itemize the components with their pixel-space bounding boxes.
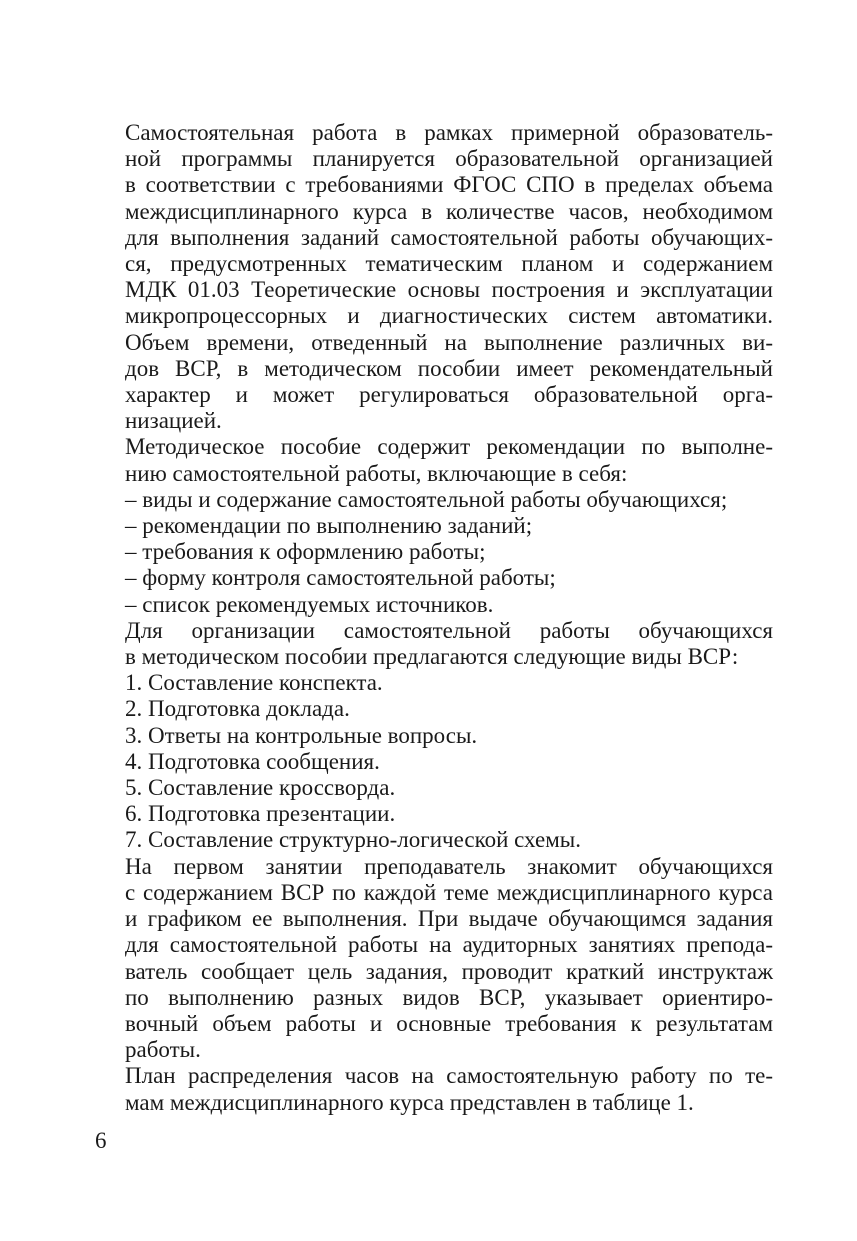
text-line: по выполнению разных видов ВСР, указывает ориентиро-: [125, 984, 773, 1010]
text-line: в методическом пособии предлагаются следующие виды ВСР:: [125, 644, 739, 670]
text-line: На первом занятии преподаватель знакомит обучающихся: [125, 853, 773, 879]
document-page: [95, 120, 773, 1116]
text-line: План распределения часов на самостоятельную работу по те-: [125, 1063, 773, 1089]
list-item: 7. Составление структурно-логической схемы.: [125, 827, 581, 853]
text-line: работы.: [125, 1037, 201, 1063]
paragraph-first-lesson: [95, 854, 773, 1064]
dash-list: [95, 487, 773, 618]
text-line: Самостоятельная работа в рамках примерной образователь-: [125, 120, 773, 145]
text-line: мам междисциплинарного курса представлен в таблице 1.: [125, 1089, 694, 1115]
numbered-list: [95, 670, 773, 853]
text-line: нию самостоятельной работы, включающие в себя:: [125, 460, 628, 486]
paragraph-time-volume: [95, 330, 773, 435]
list-item: – список рекомендуемых источников.: [125, 591, 494, 617]
list-item: 6. Подготовка презентации.: [125, 801, 396, 827]
text-line: для выполнения заданий самостоятельной работы обучающих-: [125, 224, 773, 250]
paragraph-intro: [95, 120, 773, 330]
page-number: 6: [95, 1128, 107, 1153]
text-line: ной программы планируется образовательной организацией: [125, 146, 773, 172]
text-line: вочный объем работы и основные требования к результатам: [125, 1010, 773, 1036]
text-line: междисциплинарного курса в количестве часов, необходимом: [125, 198, 773, 224]
text-line: ватель сообщает цель задания, проводит краткий инструктаж: [125, 958, 773, 984]
text-line: низацией.: [125, 408, 222, 434]
text-line: Для организации самостоятельной работы обучающихся: [125, 617, 773, 643]
text-line: для самостоятельной работы на аудиторных занятиях препода-: [125, 932, 773, 958]
paragraph-hours-plan: [95, 1063, 773, 1115]
text-line: с содержанием ВСР по каждой теме междисциплинарного курса: [125, 879, 773, 905]
list-item: 4. Подготовка сообщения.: [125, 748, 380, 774]
text-line: в соответствии с требованиями ФГОС СПО в пределах объема: [125, 172, 773, 198]
list-item: 1. Составление конспекта.: [125, 670, 383, 696]
list-item: 5. Составление кроссворда.: [125, 775, 396, 801]
text-line: характер и может регулироваться образовательной орга-: [125, 382, 773, 408]
list-item: – форму контроля самостоятельной работы;: [125, 565, 556, 591]
text-line: Объем времени, отведенный на выполнение различных ви-: [125, 329, 773, 355]
list-item: – требования к оформлению работы;: [125, 539, 486, 565]
list-item: 2. Подготовка доклада.: [125, 696, 350, 722]
paragraph-manual-contents: [95, 434, 773, 486]
paragraph-vsr-types-intro: [95, 618, 773, 670]
text-line: Методическое пособие содержит рекомендации по выполне-: [125, 434, 773, 460]
list-item: – виды и содержание самостоятельной работы обучающихся;: [125, 486, 728, 512]
text-line: ся, предусмотренных тематическим планом и содержанием: [125, 251, 773, 277]
list-item: 3. Ответы на контрольные вопросы.: [125, 722, 478, 748]
text-line: и графиком ее выполнения. При выдаче обучающимся задания: [125, 906, 773, 932]
list-item: – рекомендации по выполнению заданий;: [125, 513, 533, 539]
text-line: дов ВСР, в методическом пособии имеет рекомендательный: [125, 355, 773, 381]
text-line: МДК 01.03 Теоретические основы построения и эксплуатации: [125, 277, 773, 303]
text-line: микропроцессорных и диагностических систем автоматики.: [125, 303, 773, 329]
